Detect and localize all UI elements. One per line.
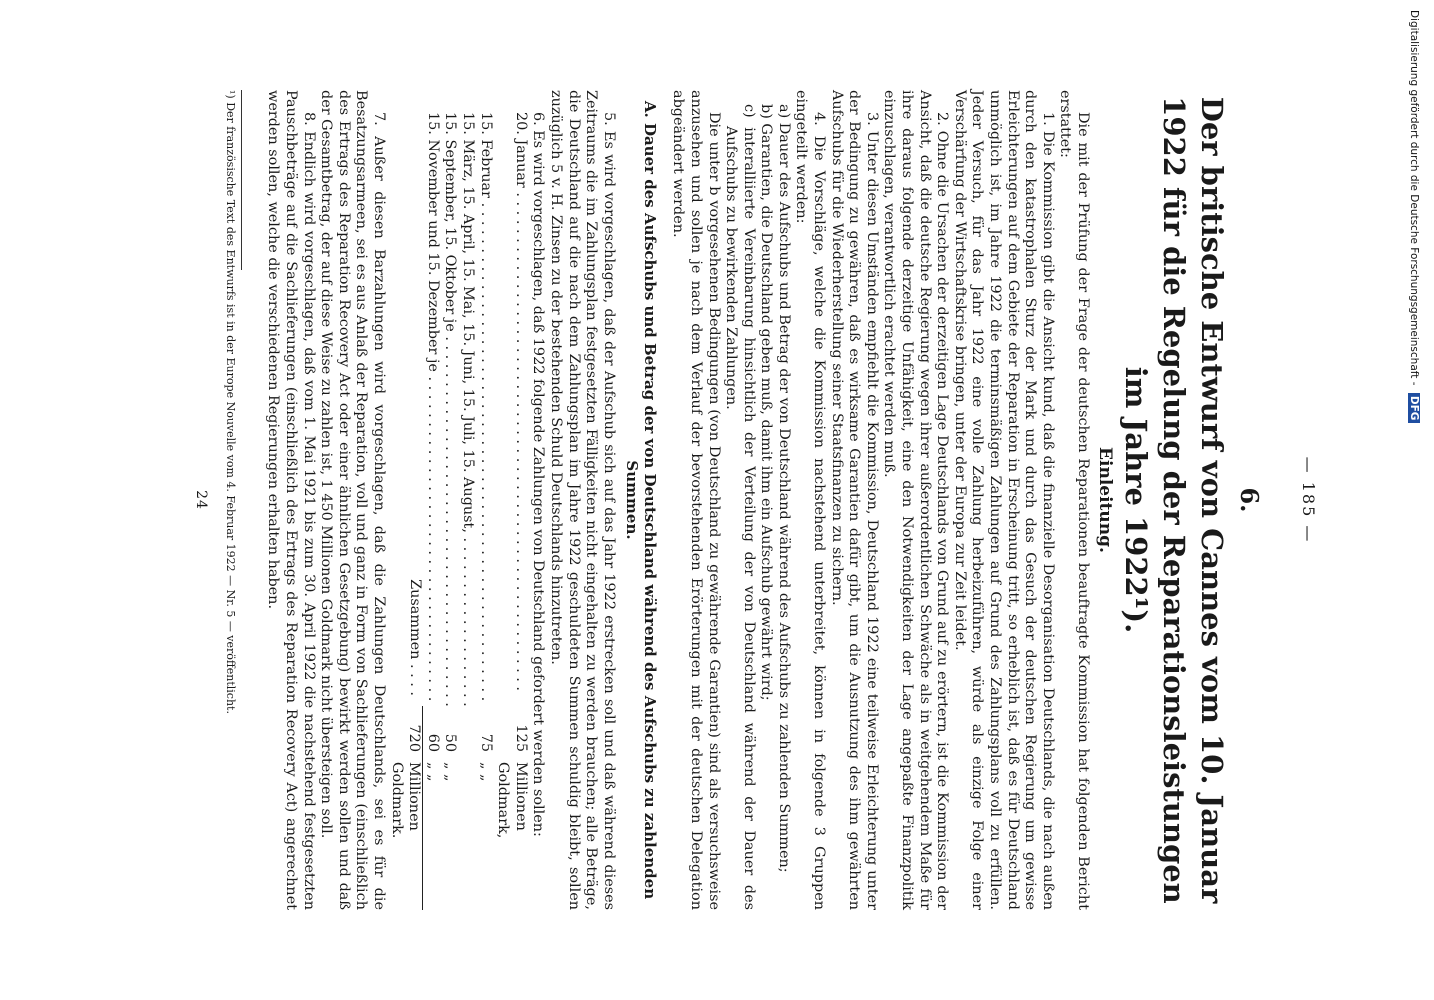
paragraph-7: 7. Außer diesen Barzahlungen wird vorgeschlagen, daß die Zahlungen Deutschlands, sei es für die Besatzungsarmeen, sei es aus Anlaß der Reparation, voll und ganz in Form von Sachlieferungen (einschließlich des Ertrags des Reparation Recovery Act oder einer ähnlichen Gesetzgebung) bewirkt werden sollen und daß der Gesamtbetrag, der auf diese Weise zu zahlen ist, 1 450 Millionen Goldmark nicht übersteigen soll. — [318, 90, 388, 910]
schedule-date: 15. März, 15. April, 15. Mai, 15. Juni, 15. Juli, 15. August, . . . — [458, 112, 476, 706]
subsection-heading: A. Dauer des Aufschubs und Betrag der von Deutschland während des Aufschubs zu zahlenden Summen. — [622, 100, 659, 900]
section-heading: Einleitung. — [1095, 447, 1115, 553]
paragraph-5: 5. Es wird vorgeschlagen, daß der Aufschub sich auf das Jahr 1922 erstrecken soll und daß während dieses Zeitraums die im Zahlungsplan festgesetzten Fälligkeiten nicht eingehalten zu werden brauchen; alle Beträge, die Deutschland auf die nach dem Zahlungsplan im Jahre 1922 geschuldeten Summen schuldig bleibt, sollen zuzüglich 5 v. H. Zinsen zu der bestehenden Schuld Deutschlands hinzutreten. — [547, 90, 617, 910]
document-number: 6. — [1235, 487, 1264, 513]
schedule-amount: 50 — [442, 733, 459, 752]
paragraph-6: 6. Es wird vorgeschlagen, daß 1922 folgende Zahlungen von Deutschland gefordert werden sollen: — [530, 112, 547, 837]
schedule-total-row — [387, 90, 423, 910]
schedule-date: 15. November und 15. Dezember je . . . — [423, 112, 441, 706]
paragraph-8: 8. Endlich wird vorgeschlagen, daß vom 1. Mai 1921 bis zum 30. April 1922 die nachstehend festgesetzten Pauschbeträge auf die Sachlieferungen (einschließlich des Ertrags des Reparation Recovery Act) angerechnet werden sollen, welche die verschiedenen Regierungen erhalten haben. — [265, 90, 317, 910]
schedule-amount: 60 — [424, 733, 441, 752]
schedule-unit: „ „ — [477, 762, 494, 782]
schedule-amount: 125 — [512, 724, 529, 752]
document-page — [10, 0, 1340, 1000]
schedule-unit — [458, 762, 476, 910]
schedule-row — [423, 90, 441, 910]
schedule-total-amount: 720 — [387, 706, 423, 762]
schedule-date: 20. Januar . . . — [494, 112, 529, 706]
dfg-banner-text: Digitalisierung gefördert durch die Deutsche Forschungsgemeinschaft - — [1408, 10, 1420, 386]
paragraph-groups-note: Die unter b vorgesehenen Bedingungen (von Deutschland zu gewährende Garantien) sind als versuchsweise anzusehen und sollen je nach dem Verlauf der bevorstehenden Erörterungen mit der deutschen Delegation abgeändert werden. — [670, 90, 722, 910]
document-title: Der britische Entwurf von Cannes vom 10. Januar 1922 für die Regelung der Reparationsleistungen im Jahre 1922¹). — [1119, 96, 1229, 904]
schedule-total-unit: Millionen Goldmark. — [387, 762, 423, 910]
schedule-date: 15. Februar . . . — [476, 112, 494, 706]
schedule-row — [494, 90, 529, 910]
signature-mark: 24 — [192, 490, 209, 510]
schedule-row — [441, 90, 459, 910]
paragraph-4: 4. Die Vorschläge, welche die Kommission nachstehend unterbreitet, können in folgende 3 Gruppen eingeteilt werden: — [793, 90, 828, 910]
schedule-unit: „ „ — [424, 762, 441, 782]
footnote: ¹) Der französische Text des Entwurfs ist in der Europe Nouvelle vom 4. Februar 1922 — Nr. 5 — veröffentlicht. — [223, 90, 237, 714]
group-item-a: a) Dauer des Aufschubs und Betrag der von Deutschland während des Aufschubs zu zahlenden Summen; — [775, 104, 792, 873]
schedule-date: 15. September, 15. Oktober je . . . — [441, 112, 459, 706]
group-item-c: c) interalliierte Vereinbarung hinsichtlich der Verteilung der von Deutschland während der Dauer des Aufschubs zu bewirkenden Zahlungen. — [723, 104, 757, 910]
payment-schedule — [387, 90, 529, 910]
page-number-header: — 185 — — [1299, 456, 1318, 544]
schedule-amount: 75 — [477, 733, 494, 752]
schedule-row — [476, 90, 494, 910]
paragraph-3: 3. Unter diesen Umständen empfiehlt die Kommission, Deutschland 1922 eine teilweise Erleichterung unter der Bedingung zu gewähren, daß es wirksame Garantien dafür gibt, um die Ausnutzung des ihm gewährten Aufschubs für die Wiederherstellung seiner Staatsfinanzen zu sichern. — [828, 90, 880, 910]
dfg-logo: DFG — [1408, 393, 1420, 424]
paragraph-2: 2. Ohne die Ursachen der derzeitigen Lage Deutschlands von Grund auf zu erörtern, ist die Kommission der Ansicht, daß die deutsche Regierung wegen ihrer außerordentlichen Schwäche als in weitgehendem Maße für ihre daraus folgende derzeitige Unfähigkeit, eine den Notwendigkeiten der Lage angepaßte Finanzpolitik einzuschlagen, verantwortlich erachtet werden muß. — [881, 90, 951, 910]
paragraph-1: 1. Die Kommission gibt die Ansicht kund, daß die finanzielle Desorganisation Deutschlands, die nach außen durch den katastrophalen Sturz der Mark und durch das Gesuch der deutschen Regierung um gewisse Erleichterungen auf dem Gebiete der Reparation in Erscheinung tritt, so erheblich ist, daß es für Deutschland unmöglich ist, im Jahre 1922 die terminsmäßigen Zahlungen auf Grund des Zahlungsplans voll zu erfüllen. Jeder Versuch, für das Jahr 1922 eine volle Zahlung herbeizuführen, würde als einzige Folge einer Verschärfung der Wirtschaftskrise bringen, unter der Europa zur Zeit leidet. — [951, 90, 1056, 910]
footnote-divider — [241, 90, 242, 270]
schedule-total-label: Zusammen . . . . — [407, 579, 424, 696]
schedule-amount — [458, 706, 476, 762]
dfg-banner — [1408, 10, 1420, 423]
schedule-row — [458, 90, 476, 910]
paragraph-intro: Die mit der Prüfung der Frage der deutschen Reparationen beauftragte Kommission hat folgenden Bericht erstattet: — [1057, 90, 1091, 910]
group-item-b: b) Garantien, die Deutschland geben muß, damit ihm ein Aufschub gewährt wird; — [758, 104, 775, 701]
schedule-unit: „ „ — [442, 762, 459, 782]
schedule-unit: Millionen Goldmark, — [495, 762, 529, 839]
